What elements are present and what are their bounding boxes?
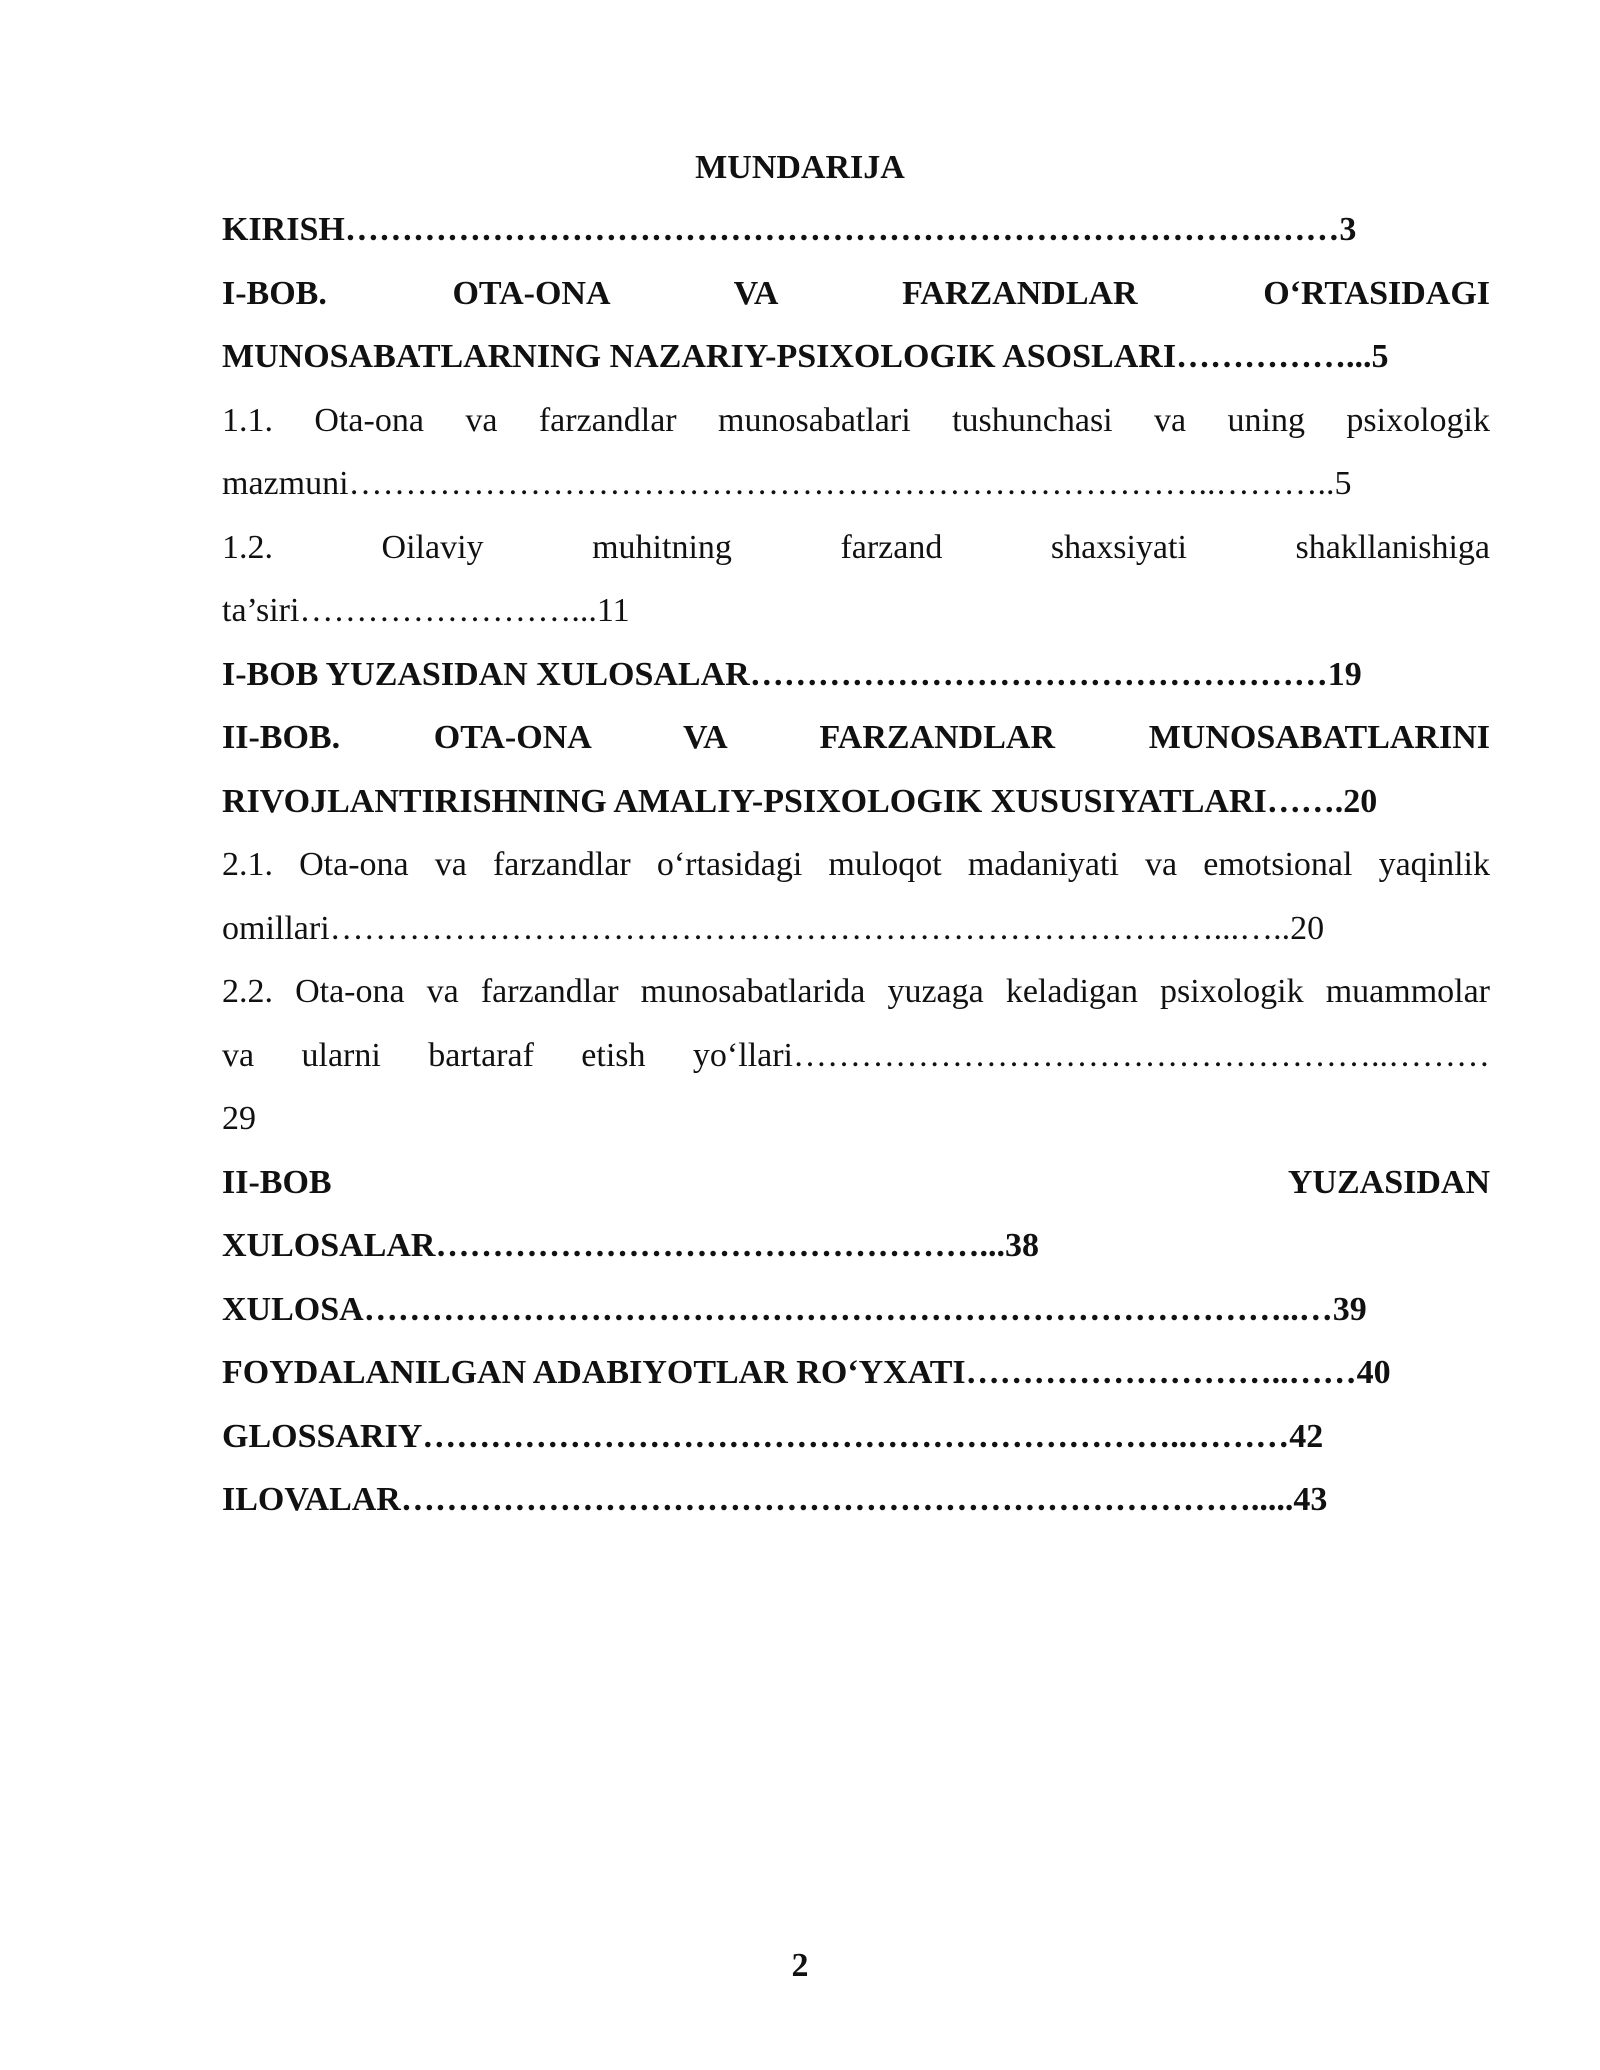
toc-entry-section-1-1-line-1: 1.1. Ota-ona va farzandlar munosabatlari tushunchasi va uning psixologik xyxy=(222,401,1490,439)
toc-entry-section-2-2-line-2: va ularni bartaraf etish yo‘llari……………………………………………..……… xyxy=(222,1036,1490,1074)
toc-entry-section-2-1-line-2: omillari……………………………………………………………………...…..20 xyxy=(222,909,1325,947)
page-number: 2 xyxy=(791,1947,809,1984)
toc-entry-bibliography: FOYDALANILGAN ADABIYOTLAR RO‘YXATI………………………..……40 xyxy=(222,1354,1391,1391)
toc-entry-chapter-2-title-line-2: RIVOJLANTIRISHNING AMALIY-PSIXOLOGIK XUSUSIYATLARI…….20 xyxy=(222,782,1378,820)
toc-entry-section-1-2-line-2: ta’siri……………………...11 xyxy=(222,592,630,629)
toc-entry-kirish: KIRISH……………………………………………………………………….……3 xyxy=(222,211,1357,248)
toc-entry-section-1-1-line-2: mazmuni…………………………………………………………………..………..5 xyxy=(222,465,1352,502)
toc-entry-xulosa: XULOSA………………………………………………………………………..…39 xyxy=(222,1290,1367,1328)
toc-entry-chapter-1-conclusions: I-BOB YUZASIDAN XULOSALAR……………………………………………19 xyxy=(222,655,1362,693)
toc-entry-chapter-2-conclusions-line-1: II-BOB YUZASIDAN xyxy=(222,1163,1490,1201)
toc-entry-section-2-1-line-1: 2.1. Ota-ona va farzandlar o‘rtasidagi muloqot madaniyati va emotsional yaqinlik xyxy=(222,846,1490,883)
toc-entry-section-1-2-line-1: 1.2. Oilaviy muhitning farzand shaxsiyati shakllanishiga xyxy=(222,528,1490,566)
toc-entry-chapter-2-conclusions-line-2: XULOSALAR…………………………………………...38 xyxy=(222,1227,1039,1264)
toc-entry-chapter-2-title-line-1: II-BOB. OTA-ONA VA FARZANDLAR MUNOSABATLARINI xyxy=(222,719,1490,756)
toc-entry-chapter-1-title-line-1: I-BOB. OTA-ONA VA FARZANDLAR O‘RTASIDAGI xyxy=(222,274,1490,312)
toc-entry-glossary: GLOSSARIY…………………………………………………………..………42 xyxy=(222,1417,1324,1455)
page-title: MUNDARIJA xyxy=(695,149,905,186)
table-of-contents xyxy=(222,198,1490,1532)
toc-entry-section-2-2-line-1: 2.2. Ota-ona va farzandlar munosabatlarida yuzaga keladigan psixologik muammolar xyxy=(222,973,1490,1010)
toc-entry-section-2-2-page: 29 xyxy=(222,1100,256,1137)
toc-entry-chapter-1-title-line-2: MUNOSABATLARNING NAZARIY-PSIXOLOGIK ASOSLARI……………...5 xyxy=(222,338,1389,375)
toc-entry-appendices: ILOVALAR………………………………………………………………….....43 xyxy=(222,1481,1328,1518)
